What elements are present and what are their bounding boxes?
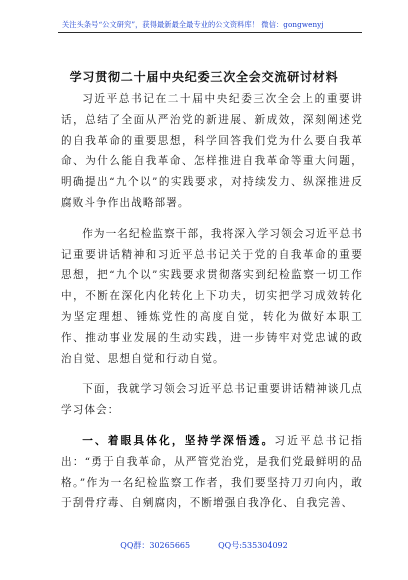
paragraph-2 [61, 224, 363, 370]
document-body [61, 89, 363, 524]
footer-qq-group: QQ群：30265665 [120, 541, 191, 550]
section-heading: 一、着眼具体化，坚持学深悟透。 [82, 434, 275, 447]
paragraph-text: 下面，我就学习领会习近平总书记重要讲话精神谈几点学习体会： [61, 383, 363, 417]
header-banner: 关注头条号“公文研究”，获得最新最全最专业的公文资料库！ 微信：gongwenyj [62, 20, 324, 29]
paragraph-text: 习近平总书记指出：“勇于自我革命，从严管党治党，是我们党最鲜明的品格。”作为一名纪检监察工作者，我们要坚持刀刃向内，敢于刮骨疗毒、自剜腐肉，不断增强自我净化、自我完善、 [61, 434, 364, 510]
document-title: 学习贯彻二十届中央纪委三次全会交流研讨材料 [69, 70, 339, 84]
paragraph-4 [61, 431, 363, 514]
footer-qq-number: QQ号:535304092 [218, 541, 288, 550]
header-divider [58, 32, 362, 33]
paragraph-3 [61, 379, 363, 421]
footer-contact [0, 540, 408, 551]
paragraph-text: 习近平总书记在二十届中央纪委三次全会上的重要讲话，总结了全面从严治党的新进展、新成效，深刻阐述党的自我革命的重要思想，科学回答我们党为什么要自我革命、为什么能自我革命、怎样推进自我革命等重大问题，明确提出“九个以”的实践要求，对持续发力、纵深推进反腐败斗争作出战略部署。 [61, 93, 363, 209]
paragraph-1 [61, 89, 363, 214]
paragraph-text: 作为一名纪检监察干部，我将深入学习领会习近平总书记重要讲话精神和习近平总书记关于党的自我革命的重要思想，把“九个以”实践要求贯彻落实到纪检监察一切工作中，不断在深化内化转化上下功夫，切实把学习成效转化为坚定理想、锤炼党性的高度自觉，转化为做好本职工作、推动事业发展的生动实践，进一步铸牢对党忠诚的政治自觉、思想自觉和行动自觉。 [61, 227, 363, 365]
